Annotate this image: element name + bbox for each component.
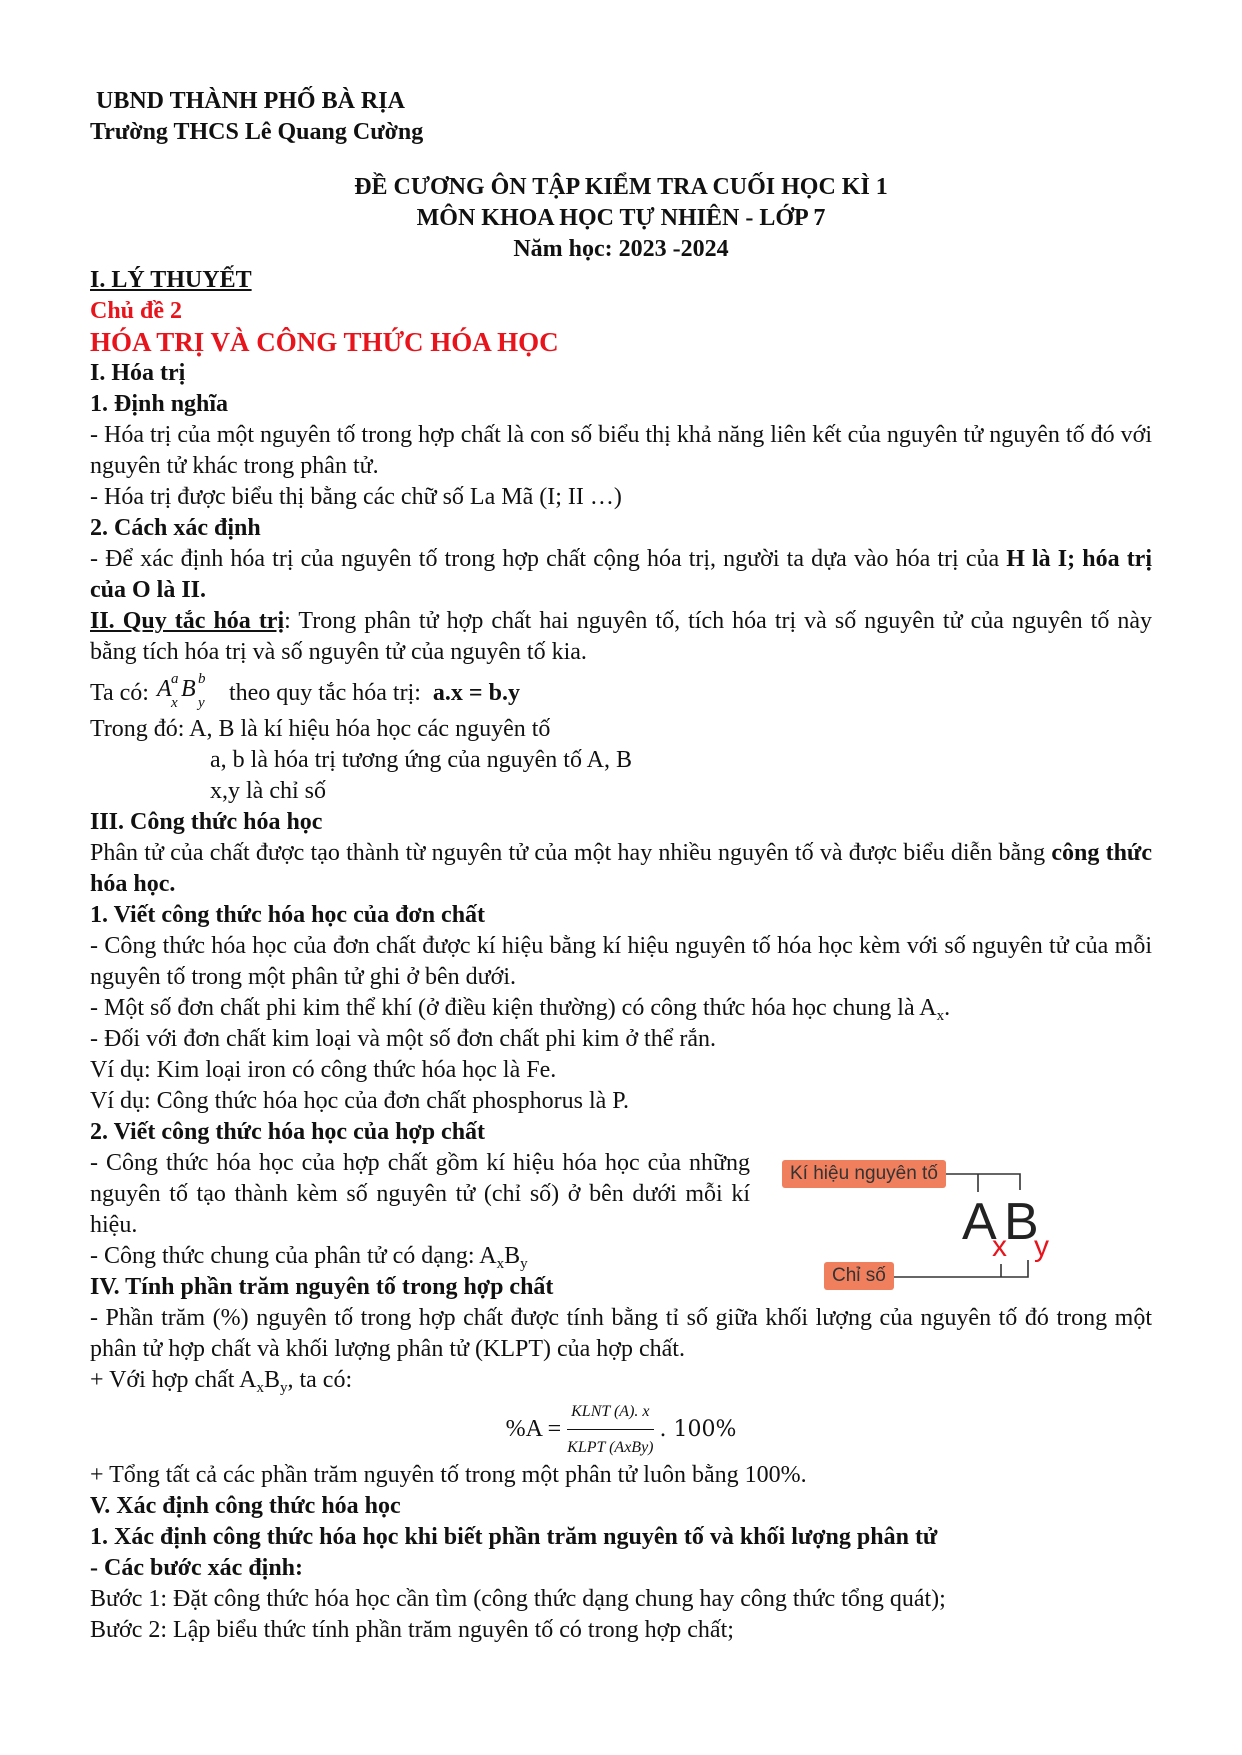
part-heading: I. LÝ THUYẾT <box>90 267 252 293</box>
paragraph: - Công thức hóa học của hợp chất gồm kí hiệu hóa học của những nguyên tố tạo thành kèm số nguyên tử (chỉ số) ở bên dưới mỗi kí hiệu. <box>90 1150 750 1238</box>
valence-formula: A a x B b y <box>156 671 206 711</box>
steps-label: - Các bước xác định: <box>90 1555 304 1581</box>
example-line: Ví dụ: Công thức hóa học của đơn chất phosphorus là P. <box>90 1088 629 1114</box>
paragraph: - Công thức hóa học của đơn chất được kí hiệu bằng kí hiệu nguyên tố hóa học kèm với số nguyên tử của mỗi nguyên tố trong một phân tử ghi ở bên dưới. <box>90 933 1152 990</box>
paragraph: - Hóa trị của một nguyên tố trong hợp chất là con số biểu thị khả năng liên kết của nguyên tử nguyên tố đó với nguyên tử khác trong phân tử. <box>90 422 1152 479</box>
definition-line: a, b là hóa trị tương ứng của nguyên tố A, B <box>210 747 632 773</box>
subsection-heading: 1. Định nghĩa <box>90 391 229 417</box>
section-heading: V. Xác định công thức hóa học <box>90 1493 401 1519</box>
paragraph: - Một số đơn chất phi kim thể khí (ở điều kiện thường) có công thức hóa học chung là $A_x$. <box>90 995 951 1024</box>
symbol-B: B <box>1004 1193 1039 1251</box>
section-heading: I. Hóa trị <box>90 360 186 386</box>
formula-line: Ta có: A a x B b y theo quy tắc hóa trị: a.x = b.y <box>90 671 520 711</box>
index-tag: Chỉ số <box>824 1262 894 1290</box>
definition-line: Trong đó: A, B là kí hiệu hóa học các nguyên tố <box>90 716 551 742</box>
doc-title-line1: ĐỀ CƯƠNG ÔN TẬP KIỂM TRA CUỐI HỌC KÌ 1 <box>354 174 888 200</box>
paragraph: - Để xác định hóa trị của nguyên tố trong hợp chất cộng hóa trị, người ta dựa vào hóa trị của H là I; hóa trị của O là II. <box>90 546 1153 603</box>
subsection-heading: 2. Viết công thức hóa học của hợp chất <box>90 1119 486 1145</box>
subsection-heading: 1. Xác định công thức hóa học khi biết phần trăm nguyên tố và khối lượng phân tử <box>90 1524 938 1550</box>
authority-name: UBND THÀNH PHỐ BÀ RỊA <box>96 88 405 114</box>
subsection-heading: 2. Cách xác định <box>90 515 261 541</box>
paragraph: + Với hợp chất $A_xB_y$, ta có: <box>90 1367 353 1396</box>
definition-line: x,y là chỉ số <box>210 778 326 804</box>
symbol-A: A <box>962 1193 997 1251</box>
formula-structure-diagram <box>782 1152 1062 1302</box>
fraction: $\frac{\text{KLNT (A). x}}{\text{KLPT (AxBy)}}$ <box>567 1396 653 1463</box>
index-x: x <box>992 1230 1007 1263</box>
section-heading: IV. Tính phần trăm nguyên tố trong hợp chất <box>90 1274 554 1300</box>
symbol-tag: Kí hiệu nguyên tố <box>782 1160 946 1188</box>
paragraph: + Tổng tất cả các phần trăm nguyên tố trong một phân tử luôn bằng 100%. <box>90 1462 807 1488</box>
school-name: Trường THCS Lê Quang Cường <box>90 119 424 145</box>
paragraph: - Phần trăm (%) nguyên tố trong hợp chất được tính bằng tỉ số giữa khối lượng của nguyên tố đó trong một phân tử hợp chất và khối lượng phân tử (KLPT) của hợp chất. <box>90 1305 1152 1362</box>
topic-label: Chủ đề 2 <box>90 298 183 324</box>
rule-paragraph: II. Quy tắc hóa trị: Trong phân tử hợp chất hai nguyên tố, tích hóa trị và số nguyên tử của nguyên tố này bằng tích hóa trị và số nguyên tử của nguyên tố kia. <box>90 608 1153 665</box>
example-line: Ví dụ: Kim loại iron có công thức hóa học là Fe. <box>90 1057 557 1083</box>
percent-formula: %A = $\frac{\text{KLNT (A). x}}{\text{KLPT (AxBy)}}$ . 100% <box>90 1398 1152 1460</box>
step-line: Bước 2: Lập biểu thức tính phần trăm nguyên tố có trong hợp chất; <box>90 1617 734 1643</box>
paragraph: - Đối với đơn chất kim loại và một số đơn chất phi kim ở thể rắn. <box>90 1026 716 1052</box>
doc-title-line2: MÔN KHOA HỌC TỰ NHIÊN - LỚP 7 <box>416 205 826 231</box>
paragraph: Phân tử của chất được tạo thành từ nguyên tử của một hay nhiều nguyên tố và được biểu diễn bằng công thức hóa học. <box>90 840 1152 897</box>
paragraph: - Hóa trị được biểu thị bằng các chữ số La Mã (I; II …) <box>90 484 622 510</box>
subsection-heading: 1. Viết công thức hóa học của đơn chất <box>90 902 486 928</box>
document-page <box>90 86 1152 1646</box>
paragraph: - Công thức chung của phân tử có dạng: $A_xB_y$ <box>90 1243 528 1272</box>
topic-title: HÓA TRỊ VÀ CÔNG THỨC HÓA HỌC <box>90 327 559 357</box>
index-y: y <box>1034 1230 1049 1263</box>
doc-title-line3: Năm học: 2023 -2024 <box>513 236 729 262</box>
step-line: Bước 1: Đặt công thức hóa học cần tìm (công thức dạng chung hay công thức tổng quát); <box>90 1586 946 1612</box>
section-heading: III. Công thức hóa học <box>90 809 323 835</box>
